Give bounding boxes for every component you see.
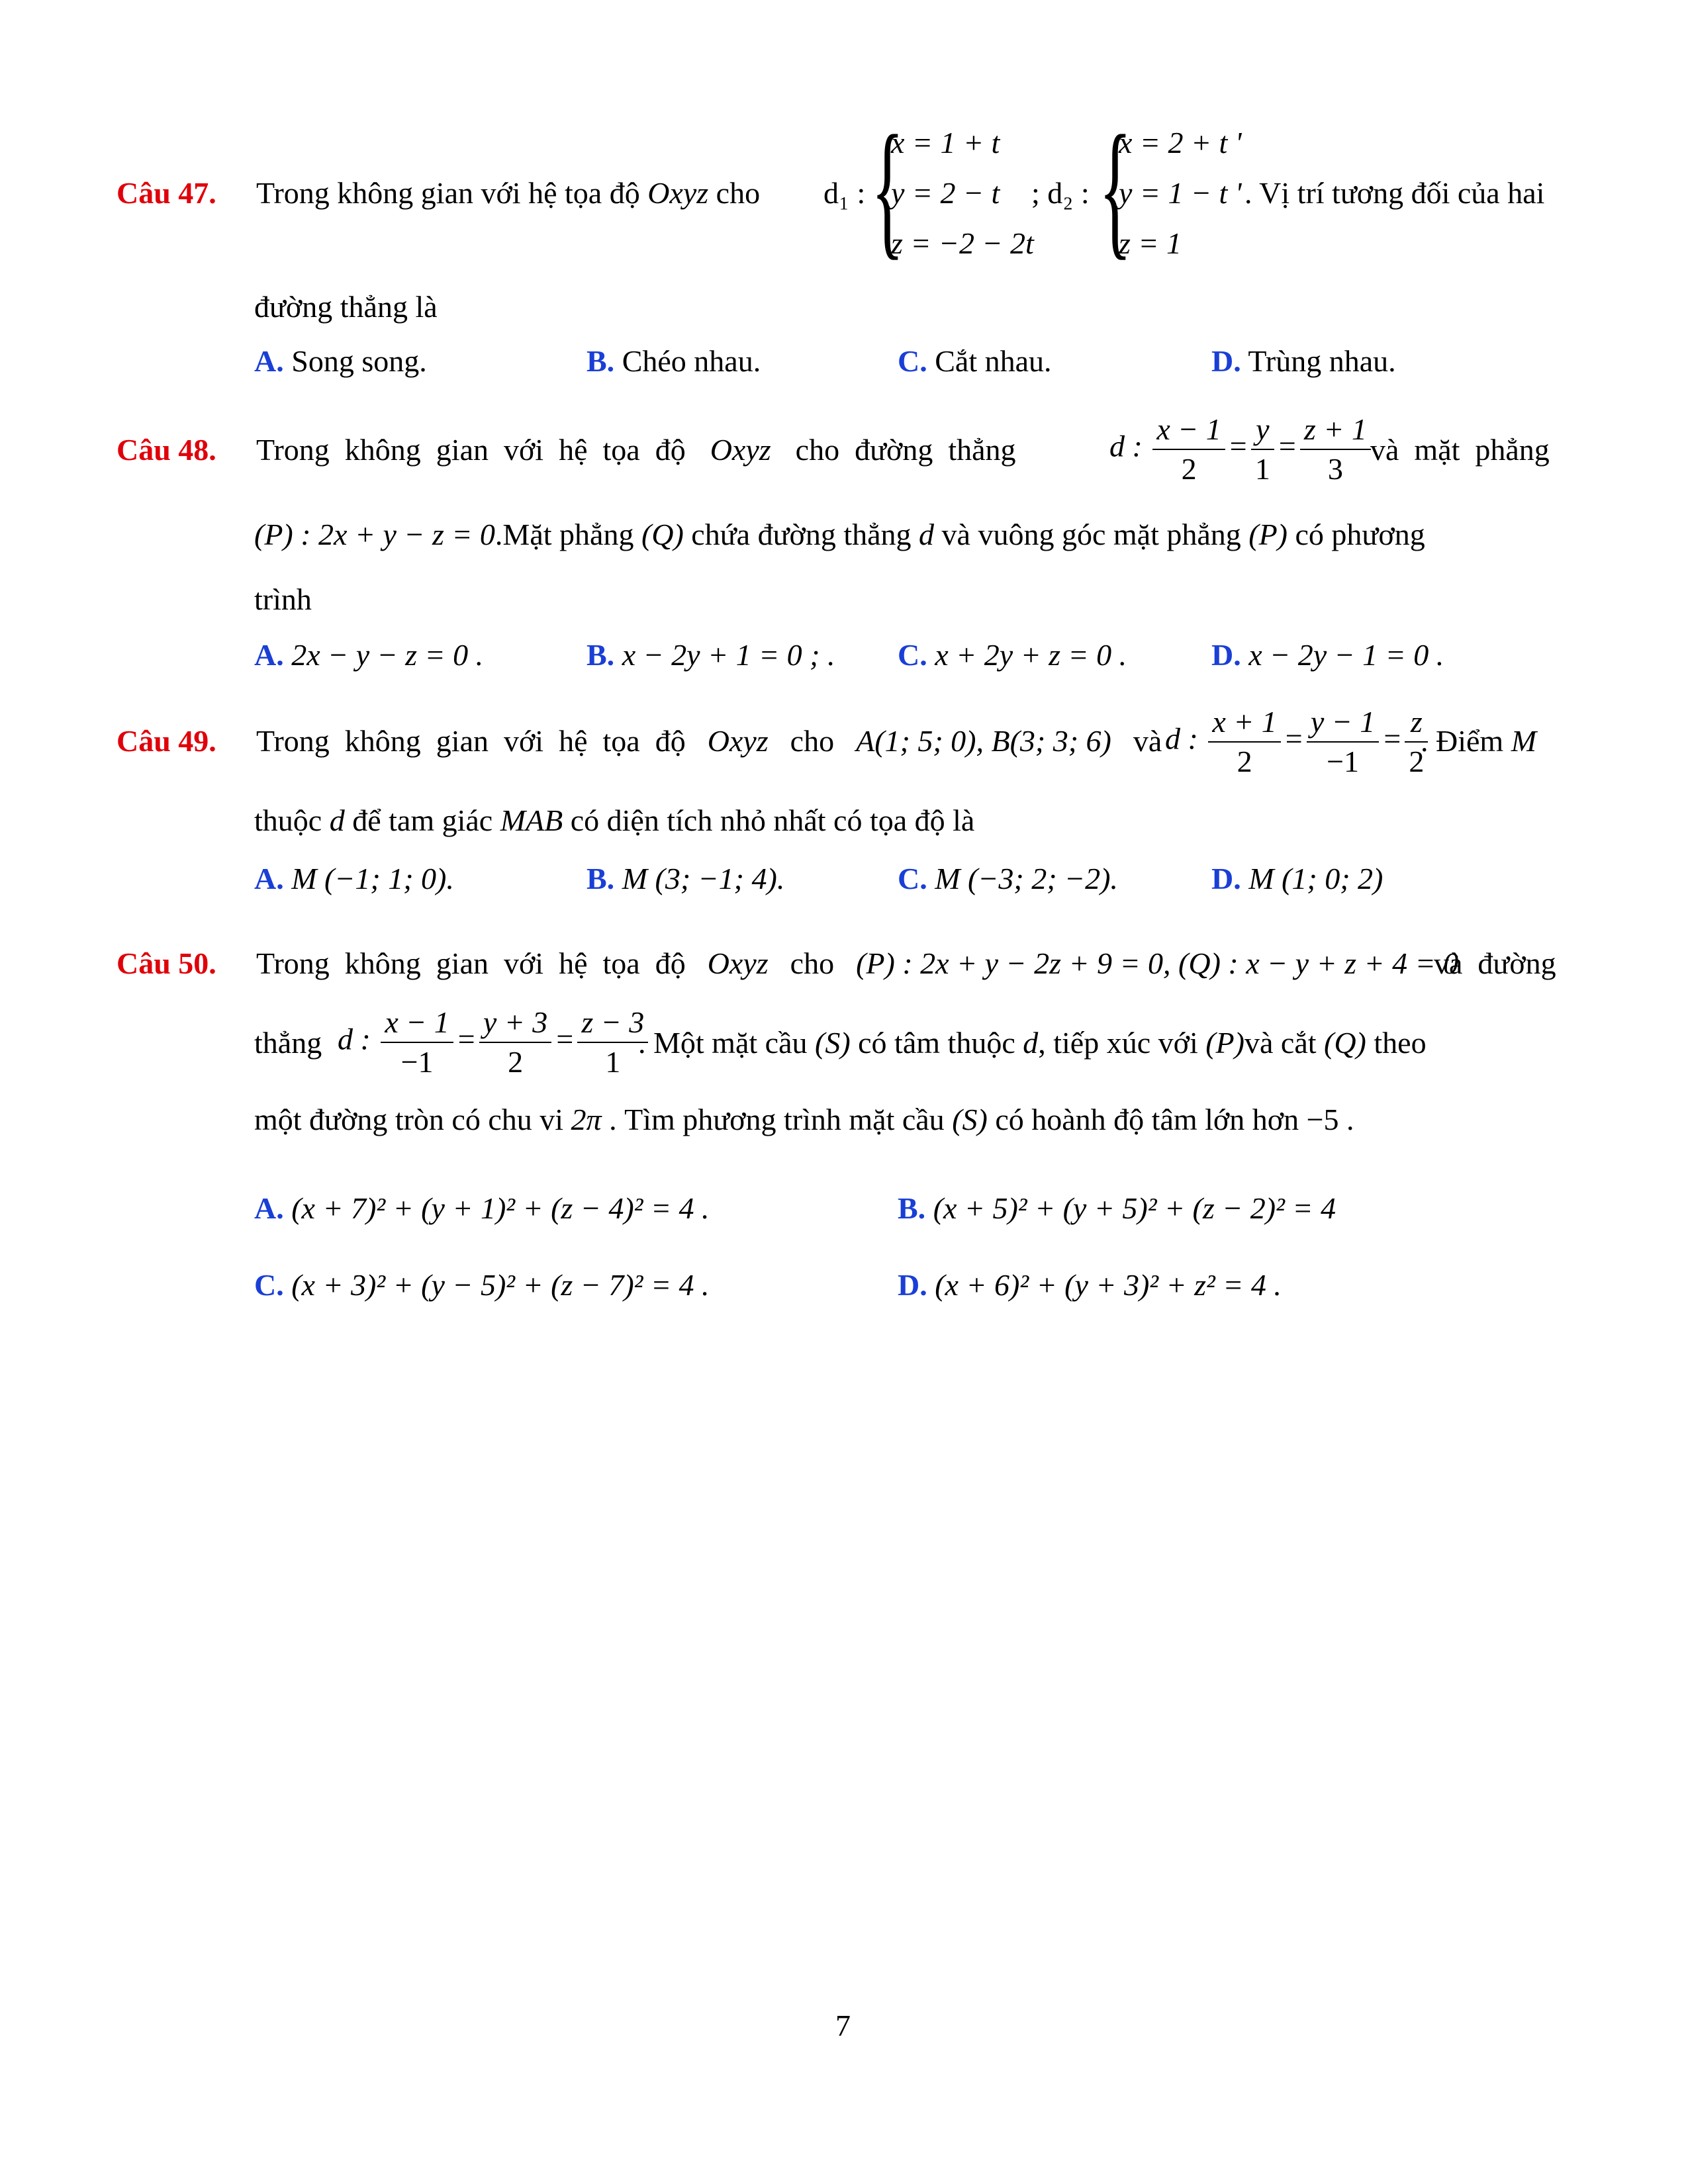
q47-d1-eq1: x = 1 + t — [891, 126, 1000, 159]
q50-planes: (P) : 2x + y − 2z + 9 = 0, (Q) : x − y + z + 4 = 0 — [856, 946, 1459, 980]
q50-option-c: C. (x + 3)² + (y − 5)² + (z − 7)² = 4 . — [254, 1268, 710, 1302]
q47-d1-eq2: y = 2 − t — [891, 176, 1000, 210]
q49-frac-2: $\frac{y - 1}{-1}$ — [1307, 703, 1379, 781]
q49-points: A(1; 5; 0), B(3; 3; 6) — [856, 724, 1111, 758]
q47-oxyz: Oxyz — [647, 176, 709, 210]
q47-intro: Trong không gian với hệ tọa độ — [256, 176, 640, 210]
q50-line2-start: thẳng — [254, 1026, 322, 1060]
q49-oxyz: Oxyz — [707, 724, 769, 758]
q50-line1 — [117, 945, 1458, 982]
q50-frac-1: $\frac{x - 1}{-1}$ — [381, 1003, 453, 1081]
q50-option-b: B. (x + 5)² + (y + 5)² + (z − 2)² = 4 — [898, 1191, 1336, 1225]
q50-line3: một đường tròn có chu vi 2π . Tìm phương trình mặt cầu (S) có hoành độ tâm lớn hơn −5 . — [254, 1103, 1354, 1136]
q49-intro: Trong không gian với hệ tọa độ — [256, 724, 686, 758]
q47-sep: ; d₂ : — [1031, 176, 1090, 210]
q47-d2-eq1: x = 2 + t ' — [1119, 126, 1242, 159]
q47-d2-brace: { — [1099, 104, 1132, 273]
q48-line1 — [117, 432, 1016, 469]
q49-va: và — [1133, 724, 1162, 758]
q50-intro: Trong không gian với hệ tọa độ — [256, 946, 686, 980]
q49-frac-1: $\frac{x + 1}{2}$ — [1208, 703, 1280, 781]
q49-line1 — [117, 723, 1162, 760]
q47-option-b: B. Chéo nhau. — [586, 344, 761, 378]
q49-equation-d: d : $\frac{x + 1}{2}$ = $\frac{y - 1}{-1}$ = $\frac{z}{2}$ — [1165, 703, 1430, 781]
q47-d1-system — [891, 118, 1034, 269]
q47-d1-eq3: z = −2 − 2t — [891, 226, 1034, 260]
q49-option-b: B. M (3; −1; 4). — [586, 862, 785, 895]
q47-option-a: A. Song song. — [254, 344, 427, 378]
q47-d1-brace: { — [871, 104, 904, 273]
q48-option-a: A. 2x − y − z = 0 . — [254, 638, 484, 672]
q48-label: Câu 48. — [117, 433, 216, 467]
q48-intro: Trong không gian với hệ tọa độ — [256, 433, 686, 467]
q48-frac-1: $\frac{x - 1}{2}$ — [1152, 410, 1225, 488]
q47-d2-eq2: y = 1 − t ' — [1119, 176, 1242, 210]
q49-cho: cho — [790, 724, 835, 758]
q49-line2: thuộc d để tam giác MAB có diện tích nhỏ nhất có tọa độ là — [254, 803, 975, 837]
q47-label: Câu 47. — [117, 176, 216, 210]
q50-option-d: D. (x + 6)² + (y + 3)² + z² = 4 . — [898, 1268, 1282, 1302]
q49-label: Câu 49. — [117, 724, 216, 758]
q50-tail: và đường — [1434, 946, 1556, 980]
q50-cho: cho — [790, 946, 835, 980]
q47-option-d: D. Trùng nhau. — [1211, 344, 1396, 378]
q48-frac-3: $\frac{z + 1}{3}$ — [1300, 410, 1371, 488]
q48-line3: trình — [254, 582, 312, 616]
q50-option-a: A. (x + 7)² + (y + 1)² + (z − 4)² = 4 . — [254, 1191, 710, 1225]
q50-frac-2: $\frac{y + 3}{2}$ — [479, 1003, 551, 1081]
q50-equation-d: d : $\frac{x - 1}{-1}$ = $\frac{y + 3}{2}$ = $\frac{z - 3}{1}$ — [338, 1003, 651, 1081]
q48-option-c: C. x + 2y + z = 0 . — [898, 638, 1127, 672]
q48-equation-d: d : $\frac{x - 1}{2}$ = $\frac{y}{1}$ = $\frac{z + 1}{3}$ — [1109, 410, 1374, 488]
q50-label: Câu 50. — [117, 946, 216, 980]
q47-option-c: C. Cắt nhau. — [898, 344, 1052, 378]
page-number: 7 — [835, 2009, 851, 2042]
q49-option-c: C. M (−3; 2; −2). — [898, 862, 1118, 895]
q47-d1-label: d₁ : — [823, 176, 866, 210]
q47-cho: cho — [716, 176, 761, 210]
q48-frac-2: $\frac{y}{1}$ — [1251, 410, 1274, 488]
q47-d2-system — [1119, 118, 1242, 269]
q48-mid: cho đường thẳng — [795, 433, 1016, 467]
q48-option-b: B. x − 2y + 1 = 0 ; . — [586, 638, 835, 672]
q47-line2: đường thẳng là — [254, 290, 438, 324]
q48-tail: và mặt phẳng — [1370, 433, 1550, 467]
q50-line2-end: . Một mặt cầu (S) có tâm thuộc d, tiếp xúc với (P)và cắt (Q) theo — [638, 1026, 1427, 1060]
q48-option-d: D. x − 2y − 1 = 0 . — [1211, 638, 1444, 672]
q50-oxyz: Oxyz — [707, 946, 769, 980]
q49-option-d: D. M (1; 0; 2) — [1211, 862, 1383, 895]
q49-frac-3: $\frac{z}{2}$ — [1405, 703, 1428, 781]
q47-tail: . Vị trí tương đối của hai — [1244, 176, 1545, 210]
q47-line1 — [117, 175, 760, 212]
q47-d2-eq3: z = 1 — [1119, 226, 1182, 260]
q49-tail: . Điểm M — [1421, 724, 1537, 758]
q50-frac-3: $\frac{z - 3}{1}$ — [577, 1003, 648, 1081]
q49-option-a: A. M (−1; 1; 0). — [254, 862, 454, 895]
q48-oxyz: Oxyz — [710, 433, 771, 467]
q48-line2: (P) : 2x + y − z = 0.Mặt phẳng (Q) chứa đường thẳng d và vuông góc mặt phẳng (P) có phương — [254, 518, 1425, 551]
